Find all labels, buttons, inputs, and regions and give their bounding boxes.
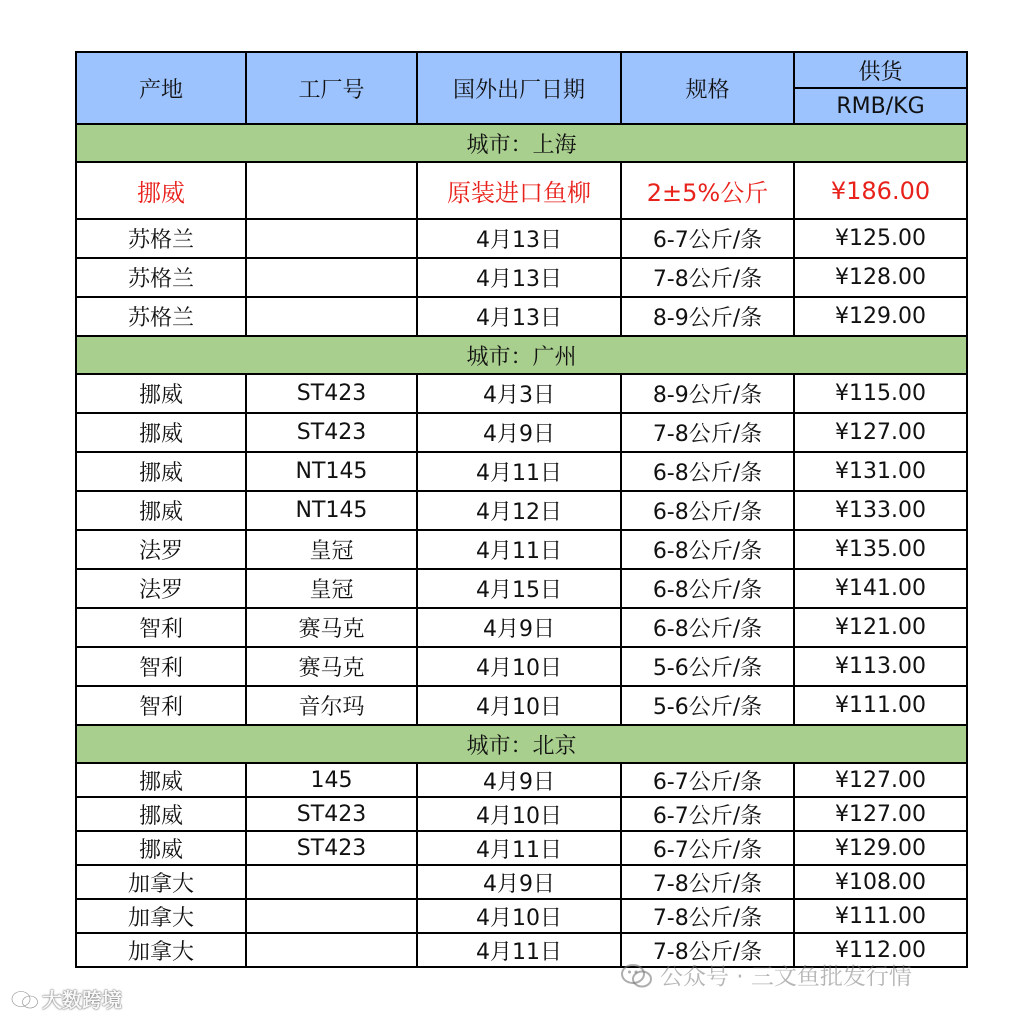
table-row	[76, 452, 967, 491]
cell-spec: 6-8公斤/条	[621, 608, 794, 647]
cell-factory: ST423	[246, 831, 417, 865]
chat-bubble-icon	[10, 989, 40, 1011]
cell-factory: 皇冠	[246, 530, 417, 569]
cell-factory	[246, 899, 417, 933]
cell-spec: 7-8公斤/条	[621, 865, 794, 899]
cell-date: 4月9日	[417, 763, 621, 797]
cell-price: ¥108.00	[794, 865, 967, 899]
corner-watermark	[10, 984, 122, 1013]
table-row	[76, 297, 967, 336]
cell-factory	[246, 258, 417, 297]
cell-origin: 苏格兰	[76, 297, 246, 336]
cell-date: 4月13日	[417, 219, 621, 258]
cell-origin: 智利	[76, 686, 246, 725]
cell-factory: NT145	[246, 452, 417, 491]
cell-price: ¥186.00	[794, 162, 967, 219]
cell-price: ¥127.00	[794, 763, 967, 797]
watermark-text: 公众号 · 三文鱼批发行情	[660, 964, 912, 990]
cell-origin: 苏格兰	[76, 258, 246, 297]
table-row	[76, 162, 967, 219]
cell-spec: 6-8公斤/条	[621, 530, 794, 569]
cell-spec: 8-9公斤/条	[621, 374, 794, 413]
cell-date: 4月10日	[417, 647, 621, 686]
cell-factory	[246, 219, 417, 258]
cell-date: 4月11日	[417, 452, 621, 491]
cell-price: ¥129.00	[794, 831, 967, 865]
cell-origin: 法罗	[76, 530, 246, 569]
cell-price: ¥111.00	[794, 686, 967, 725]
cell-date: 4月11日	[417, 530, 621, 569]
cell-factory: ST423	[246, 374, 417, 413]
cell-spec: 6-7公斤/条	[621, 831, 794, 865]
table-row	[76, 647, 967, 686]
wechat-icon	[620, 963, 654, 989]
cell-origin: 挪威	[76, 162, 246, 219]
header-row-top	[76, 52, 967, 88]
cell-origin: 挪威	[76, 413, 246, 452]
cell-price: ¥111.00	[794, 899, 967, 933]
cell-spec: 6-8公斤/条	[621, 569, 794, 608]
cell-price: ¥127.00	[794, 413, 967, 452]
cell-date: 4月10日	[417, 899, 621, 933]
cell-spec: 6-7公斤/条	[621, 219, 794, 258]
cell-price: ¥121.00	[794, 608, 967, 647]
cell-date: 4月13日	[417, 258, 621, 297]
cell-date: 4月10日	[417, 686, 621, 725]
cell-factory: ST423	[246, 413, 417, 452]
cell-origin: 加拿大	[76, 933, 246, 967]
table-row	[76, 491, 967, 530]
cell-factory	[246, 865, 417, 899]
table-row	[76, 569, 967, 608]
cell-date: 原装进口鱼柳	[417, 162, 621, 219]
salmon-price-table	[75, 51, 968, 968]
corner-watermark-text: 大数跨境	[42, 988, 122, 1012]
cell-price: ¥125.00	[794, 219, 967, 258]
city-label: 城市：上海	[76, 124, 967, 162]
cell-factory	[246, 162, 417, 219]
cell-price: ¥115.00	[794, 374, 967, 413]
table-row	[76, 899, 967, 933]
header-date: 国外出厂日期	[417, 52, 621, 124]
cell-price: ¥129.00	[794, 297, 967, 336]
cell-spec: 6-8公斤/条	[621, 452, 794, 491]
cell-price: ¥131.00	[794, 452, 967, 491]
cell-factory	[246, 297, 417, 336]
cell-spec: 5-6公斤/条	[621, 686, 794, 725]
cell-factory: NT145	[246, 491, 417, 530]
cell-spec: 7-8公斤/条	[621, 899, 794, 933]
cell-price: ¥133.00	[794, 491, 967, 530]
table-row	[76, 530, 967, 569]
city-row-guangzhou	[76, 336, 967, 374]
city-label: 城市：广州	[76, 336, 967, 374]
cell-origin: 挪威	[76, 831, 246, 865]
cell-spec: 6-7公斤/条	[621, 763, 794, 797]
cell-factory: 皇冠	[246, 569, 417, 608]
cell-spec: 7-8公斤/条	[621, 413, 794, 452]
cell-spec: 7-8公斤/条	[621, 933, 794, 967]
cell-origin: 苏格兰	[76, 219, 246, 258]
header-origin: 产地	[76, 52, 246, 124]
cell-factory: 赛马克	[246, 608, 417, 647]
cell-price: ¥141.00	[794, 569, 967, 608]
cell-origin: 挪威	[76, 797, 246, 831]
cell-date: 4月12日	[417, 491, 621, 530]
cell-date: 4月11日	[417, 933, 621, 967]
cell-factory: 145	[246, 763, 417, 797]
cell-spec: 6-7公斤/条	[621, 797, 794, 831]
cell-factory: 赛马克	[246, 647, 417, 686]
table-row	[76, 374, 967, 413]
watermark	[620, 958, 912, 991]
cell-origin: 挪威	[76, 763, 246, 797]
cell-origin: 法罗	[76, 569, 246, 608]
cell-date: 4月9日	[417, 865, 621, 899]
cell-spec: 7-8公斤/条	[621, 258, 794, 297]
cell-spec: 2±5%公斤	[621, 162, 794, 219]
cell-date: 4月15日	[417, 569, 621, 608]
header-factory: 工厂号	[246, 52, 417, 124]
table-row	[76, 831, 967, 865]
cell-price: ¥112.00	[794, 933, 967, 967]
cell-date: 4月3日	[417, 374, 621, 413]
cell-price: ¥135.00	[794, 530, 967, 569]
header-spec: 规格	[621, 52, 794, 124]
city-row-shanghai	[76, 124, 967, 162]
city-label: 城市：北京	[76, 725, 967, 763]
table-row	[76, 763, 967, 797]
cell-origin: 加拿大	[76, 865, 246, 899]
cell-origin: 挪威	[76, 452, 246, 491]
city-row-beijing	[76, 725, 967, 763]
table-row	[76, 608, 967, 647]
cell-date: 4月13日	[417, 297, 621, 336]
table-row	[76, 686, 967, 725]
table-row	[76, 865, 967, 899]
cell-origin: 智利	[76, 647, 246, 686]
cell-date: 4月11日	[417, 831, 621, 865]
cell-price: ¥128.00	[794, 258, 967, 297]
table-row	[76, 797, 967, 831]
header-unit: RMB/KG	[794, 88, 967, 124]
cell-origin: 智利	[76, 608, 246, 647]
table-row	[76, 219, 967, 258]
cell-date: 4月10日	[417, 797, 621, 831]
cell-origin: 挪威	[76, 491, 246, 530]
cell-date: 4月9日	[417, 608, 621, 647]
cell-price: ¥127.00	[794, 797, 967, 831]
cell-factory	[246, 933, 417, 967]
cell-origin: 挪威	[76, 374, 246, 413]
table-row	[76, 258, 967, 297]
cell-spec: 8-9公斤/条	[621, 297, 794, 336]
cell-origin: 加拿大	[76, 899, 246, 933]
cell-spec: 6-8公斤/条	[621, 491, 794, 530]
cell-factory: 音尔玛	[246, 686, 417, 725]
cell-spec: 5-6公斤/条	[621, 647, 794, 686]
header-supply: 供货	[794, 52, 967, 88]
cell-price: ¥113.00	[794, 647, 967, 686]
table-row	[76, 413, 967, 452]
cell-date: 4月9日	[417, 413, 621, 452]
cell-factory: ST423	[246, 797, 417, 831]
